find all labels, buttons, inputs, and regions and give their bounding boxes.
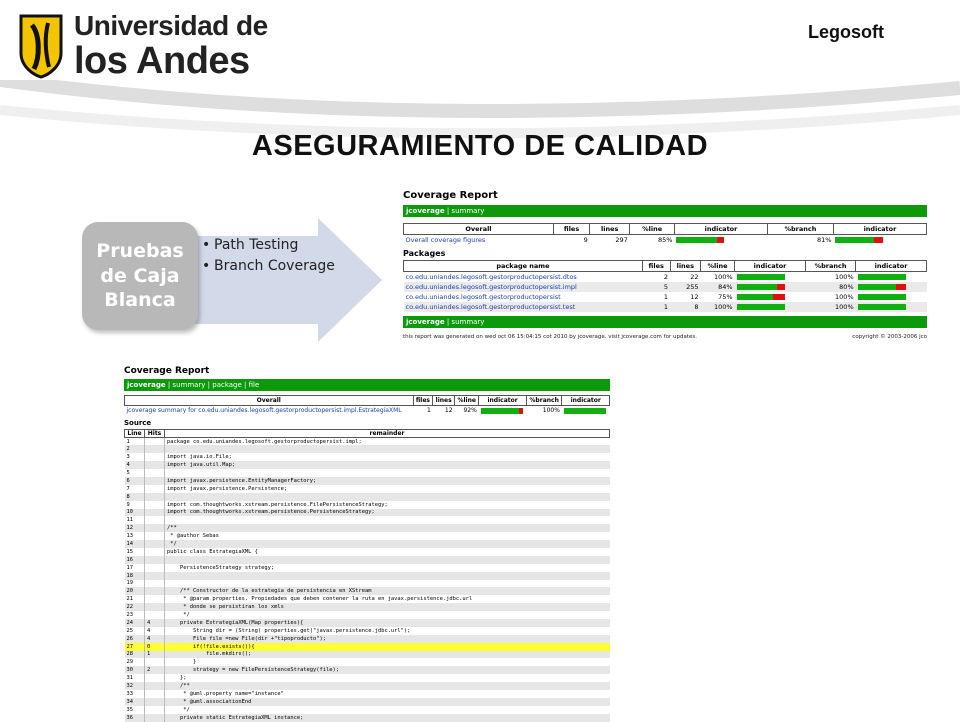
indicator-cell (674, 235, 767, 246)
line-number: 30 (125, 666, 145, 674)
column-header: %line (701, 261, 735, 272)
row-name[interactable]: Overall coverage figures (405, 236, 486, 244)
coverage-bar (858, 304, 906, 310)
source-code (165, 469, 610, 477)
source-heading: Source (124, 419, 152, 427)
source-code: public class EstrategiaXML { (167, 548, 258, 555)
coverage-bar (676, 237, 724, 243)
files-cell: 1 (663, 293, 669, 301)
copyright-note: copyright © 2003-2006 jco (852, 334, 927, 340)
line-number: 13 (125, 532, 145, 540)
source-line (125, 564, 610, 572)
line-number: 10 (125, 509, 145, 517)
uncovered-fill (896, 284, 906, 290)
source-line (125, 627, 610, 635)
source-code: strategy = new FilePersistenceStrategy(file); (165, 666, 610, 674)
source-line (125, 651, 610, 659)
line-number: 14 (125, 540, 145, 548)
overall-table (124, 395, 610, 415)
line-number: 5 (125, 469, 145, 477)
covered-fill (858, 294, 906, 300)
files-cell: 2 (663, 273, 669, 281)
source-line (125, 438, 610, 446)
line-number: 31 (125, 674, 145, 682)
indicator-cell (735, 302, 806, 312)
source-line (125, 453, 610, 461)
hit-count (145, 509, 165, 517)
source-line (125, 556, 610, 564)
covered-fill (858, 284, 896, 290)
coverage-report-summary (403, 190, 927, 340)
column-header: Overall (125, 396, 414, 406)
hit-count (145, 690, 165, 698)
source-code (165, 572, 610, 580)
testing-bullets (202, 236, 342, 278)
source-line (125, 501, 610, 509)
jcoverage-link[interactable]: jcoverage (127, 381, 166, 389)
nav-links[interactable]: | summary | package | file (165, 381, 260, 389)
indicator-cell (856, 302, 927, 312)
hit-count (145, 556, 165, 564)
source-code: package co.edu.uniandes.legosoft.gestorproductopersist.impl; (167, 438, 362, 445)
source-table (124, 429, 610, 722)
hit-count (145, 706, 165, 714)
row-name[interactable]: co.edu.uniandes.legosoft.gestorproductopersist.impl (404, 282, 643, 292)
source-code: /** (165, 682, 610, 690)
bullet-item: • Branch Coverage (202, 257, 342, 276)
source-code (165, 580, 610, 588)
column-header: files (642, 261, 670, 272)
line-pct-cell: 84% (701, 282, 735, 292)
row-name[interactable]: jcoverage summary for co.edu.uniandes.legosoft.gestorproductopersist.impl.EstrategiaXML (126, 407, 402, 414)
logo-line-1: Universidad de (74, 10, 268, 41)
line-number: 29 (125, 658, 145, 666)
source-code: /** (165, 524, 610, 532)
line-number: 2 (125, 445, 145, 453)
branch-pct-cell: 100% (835, 293, 854, 301)
column-header: Hits (145, 430, 165, 438)
branch-pct-cell: 80% (805, 282, 855, 292)
covered-fill (737, 294, 773, 300)
packages-heading: Packages (403, 249, 446, 258)
source-code (165, 493, 610, 501)
coverage-report-file (124, 366, 610, 722)
shield-logo-icon (18, 13, 64, 79)
source-line (125, 603, 610, 611)
overall-row (125, 406, 610, 416)
source-line (125, 493, 610, 501)
covered-fill (835, 237, 874, 243)
hit-count (145, 445, 165, 453)
source-line (125, 635, 610, 643)
overall-row (404, 235, 927, 246)
line-number: 11 (125, 516, 145, 524)
source-line (125, 619, 610, 627)
source-code: */ (167, 706, 190, 713)
logo-line-2: los Andes (74, 40, 250, 82)
row-name[interactable]: co.edu.uniandes.legosoft.gestorproductopersist.test (404, 302, 643, 312)
source-code: import javax.persistence.EntityManagerFactory; (165, 477, 610, 485)
files-cell: 9 (583, 236, 588, 244)
source-line (125, 658, 610, 666)
source-code: * @param properties. Propiedades que deben contener la ruta en javax.persistence.jdbc.url (167, 596, 473, 603)
source-code: * @author Sebas (167, 533, 219, 540)
coverage-bar (737, 274, 785, 280)
university-logo (18, 12, 268, 80)
column-header: %branch (805, 261, 855, 272)
source-code: */ (165, 540, 610, 548)
column-header: lines (590, 224, 630, 235)
jcoverage-link[interactable]: jcoverage (406, 207, 445, 215)
branch-pct-cell: 81% (816, 236, 832, 244)
source-line (125, 516, 610, 524)
line-number: 7 (125, 485, 145, 493)
files-cell: 1 (426, 407, 431, 414)
hit-count (145, 714, 165, 722)
line-number: 28 (125, 651, 145, 659)
uncovered-fill (717, 237, 724, 243)
line-number: 23 (125, 611, 145, 619)
badge-line: de Caja (100, 264, 180, 287)
source-code: String dir = (String) properties.get("javax.persistence.jdbc.url"); (167, 627, 411, 634)
hit-count (145, 564, 165, 572)
source-line (125, 524, 610, 532)
row-name[interactable]: co.edu.uniandes.legosoft.gestorproductopersist.dtos (405, 273, 577, 281)
report-title: Coverage Report (403, 190, 498, 201)
line-number: 21 (125, 595, 145, 603)
source-line (125, 643, 610, 651)
uncovered-fill (773, 294, 785, 300)
line-number: 35 (125, 706, 145, 714)
source-code: private static EstrategiaXML instance; (165, 714, 610, 722)
hit-count (145, 516, 165, 524)
source-line (125, 690, 610, 698)
lines-cell: 255 (670, 282, 700, 292)
source-line (125, 509, 610, 517)
hit-count (145, 469, 165, 477)
report-nav-bar-bottom (403, 316, 927, 328)
source-code: PersistenceStrategy strategy; (167, 564, 275, 571)
coverage-bar (737, 304, 785, 310)
hit-count (145, 698, 165, 706)
covered-fill (564, 408, 606, 414)
column-header: indicator (833, 224, 926, 235)
source-code: file.mkdirs(); (165, 651, 610, 659)
indicator-cell (562, 406, 610, 416)
hit-count (145, 461, 165, 469)
coverage-bar (858, 274, 906, 280)
source-code: /** Constructor de la estrategia de persistencia en XStream (165, 587, 610, 595)
hit-count (145, 453, 165, 461)
line-number: 25 (125, 627, 145, 635)
line-pct-cell: 85% (658, 236, 673, 244)
uncovered-fill (777, 284, 785, 290)
report-title: Coverage Report (124, 366, 210, 376)
source-line (125, 445, 610, 453)
hit-count (145, 580, 165, 588)
branch-pct-cell: 100% (805, 302, 855, 312)
company-brand: Legosoft (808, 22, 884, 42)
hit-count (145, 611, 165, 619)
source-code: File file =new File(dir +"tipoproducto"); (165, 635, 610, 643)
source-code: import java.io.File; (167, 454, 232, 461)
coverage-bar (858, 294, 906, 300)
lines-cell: 12 (690, 293, 699, 301)
branch-pct-cell: 100% (835, 273, 854, 281)
line-number: 9 (125, 501, 145, 509)
line-number: 8 (125, 493, 145, 501)
source-line (125, 572, 610, 580)
line-pct-cell: 75% (718, 293, 733, 301)
source-code: private EstrategiaXML(Map properties){ (165, 619, 610, 627)
source-line (125, 682, 610, 690)
source-line (125, 706, 610, 714)
report-nav-bar (124, 379, 610, 391)
source-code: import java.util.Map; (165, 461, 610, 469)
report-footer (403, 334, 927, 340)
line-number: 17 (125, 564, 145, 572)
source-line (125, 548, 610, 556)
source-code: * donde se persistiran los xmls (165, 603, 610, 611)
source-code: import com.thoughtworks.xstream.persistence.PersistenceStrategy; (165, 509, 610, 517)
covered-fill (676, 237, 717, 243)
coverage-bar (564, 408, 606, 414)
source-line (125, 580, 610, 588)
source-code (165, 556, 610, 564)
hit-count: 4 (145, 619, 165, 627)
badge-label (96, 239, 183, 313)
covered-fill (737, 304, 785, 310)
badge-line: Blanca (104, 289, 176, 312)
hit-count (145, 501, 165, 509)
source-code (165, 445, 610, 453)
hit-count (145, 477, 165, 485)
column-header: remainder (165, 430, 610, 438)
lines-cell: 12 (444, 407, 453, 414)
coverage-bar (737, 294, 785, 300)
package-row (404, 282, 927, 292)
lines-cell: 22 (690, 273, 699, 281)
line-pct-cell: 100% (713, 273, 733, 281)
uncovered-fill (874, 237, 883, 243)
source-code: if(!file.exists()){ (165, 643, 610, 651)
source-code (165, 516, 610, 524)
source-line (125, 587, 610, 595)
indicator-cell (735, 292, 806, 302)
hit-count: 0 (145, 643, 165, 651)
source-line (125, 540, 610, 548)
hit-count (145, 438, 165, 446)
files-cell: 5 (642, 282, 670, 292)
column-header: Line (125, 430, 145, 438)
hit-count (145, 595, 165, 603)
hit-count (145, 493, 165, 501)
report-nav-bar (403, 205, 927, 217)
packages-table (403, 260, 927, 312)
line-number: 26 (125, 635, 145, 643)
hit-count: 2 (145, 666, 165, 674)
line-number: 4 (125, 461, 145, 469)
column-header: %branch (526, 396, 562, 406)
column-header: lines (670, 261, 700, 272)
line-number: 36 (125, 714, 145, 722)
line-number: 34 (125, 698, 145, 706)
column-header: %line (455, 396, 479, 406)
source-code: } (167, 659, 197, 666)
files-cell: 1 (642, 302, 670, 312)
line-number: 24 (125, 619, 145, 627)
branch-pct-cell: 100% (542, 407, 560, 414)
hit-count (145, 524, 165, 532)
hit-count: 1 (145, 651, 165, 659)
indicator-cell (833, 235, 926, 246)
line-number: 19 (125, 580, 145, 588)
column-header: indicator (674, 224, 767, 235)
line-number: 27 (125, 643, 145, 651)
hit-count (145, 485, 165, 493)
summary-link[interactable]: | summary (444, 318, 485, 326)
column-header: indicator (856, 261, 927, 272)
source-code: */ (167, 612, 190, 619)
column-header: files (553, 224, 589, 235)
line-number: 3 (125, 453, 145, 461)
line-number: 22 (125, 603, 145, 611)
hit-count (145, 532, 165, 540)
covered-fill (737, 284, 777, 290)
coverage-bar (835, 237, 883, 243)
column-header: package name (404, 261, 643, 272)
indicator-cell (479, 406, 527, 416)
lines-cell: 297 (615, 236, 628, 244)
source-code: import com.thoughtworks.xstream.persistence.FilePersistenceStrategy; (167, 501, 388, 508)
bullet-item: • Path Testing (202, 236, 342, 255)
line-pct-cell: 100% (701, 302, 735, 312)
source-line (125, 698, 610, 706)
line-number: 20 (125, 587, 145, 595)
column-header: files (413, 396, 433, 406)
source-line (125, 714, 610, 722)
source-line (125, 674, 610, 682)
coverage-bar (737, 284, 785, 290)
lines-cell: 8 (670, 302, 700, 312)
covered-fill (858, 274, 906, 280)
summary-link[interactable]: | summary (444, 207, 485, 215)
hit-count (145, 540, 165, 548)
line-number: 16 (125, 556, 145, 564)
column-header: %branch (767, 224, 833, 235)
package-row (404, 272, 927, 283)
line-number: 15 (125, 548, 145, 556)
covered-fill (481, 408, 520, 414)
hit-count: 4 (145, 635, 165, 643)
hit-count: 4 (145, 627, 165, 635)
coverage-bar (858, 284, 906, 290)
source-code: import javax.persistence.Persistence; (167, 485, 288, 492)
row-name[interactable]: co.edu.uniandes.legosoft.gestorproductopersist (405, 293, 561, 301)
source-line (125, 461, 610, 469)
covered-fill (858, 304, 906, 310)
column-header: indicator (479, 396, 527, 406)
uncovered-fill (519, 408, 522, 414)
column-header: lines (433, 396, 455, 406)
line-number: 6 (125, 477, 145, 485)
white-box-testing-badge (82, 222, 198, 330)
line-number: 12 (125, 524, 145, 532)
generated-note: this report was generated on wed oct 06 15:04:15 cot 2010 by jcoverage. visit jcoverage.com for updates. (403, 334, 697, 340)
line-number: 18 (125, 572, 145, 580)
line-number: 1 (125, 438, 145, 446)
source-code: * @uml.property name="instance" (167, 690, 284, 697)
indicator-cell (856, 292, 927, 302)
package-row (404, 302, 927, 312)
column-header: %line (630, 224, 675, 235)
hit-count (145, 674, 165, 682)
line-number: 33 (125, 690, 145, 698)
line-pct-cell: 92% (463, 407, 477, 414)
indicator-cell (856, 282, 927, 292)
column-header: indicator (562, 396, 610, 406)
hit-count (145, 603, 165, 611)
column-header: Overall (404, 224, 554, 235)
indicator-cell (856, 272, 927, 283)
badge-line: Pruebas (96, 239, 184, 262)
coverage-bar (481, 408, 523, 414)
hit-count (145, 587, 165, 595)
source-line (125, 469, 610, 477)
source-line (125, 477, 610, 485)
package-row (404, 292, 927, 302)
source-line (125, 666, 610, 674)
source-line (125, 532, 610, 540)
source-code: }; (167, 675, 187, 682)
slide-title: ASEGURAMIENTO DE CALIDAD (251, 130, 709, 162)
indicator-cell (735, 272, 806, 283)
line-number: 32 (125, 682, 145, 690)
jcoverage-link[interactable]: jcoverage (406, 318, 445, 326)
source-line (125, 485, 610, 493)
source-code: * @uml.associationEnd (165, 698, 610, 706)
source-line (125, 611, 610, 619)
covered-fill (737, 274, 785, 280)
column-header: indicator (735, 261, 806, 272)
source-line (125, 595, 610, 603)
hit-count (145, 658, 165, 666)
overall-table (403, 223, 927, 245)
hit-count (145, 682, 165, 690)
hit-count (145, 572, 165, 580)
indicator-cell (735, 282, 806, 292)
hit-count (145, 548, 165, 556)
